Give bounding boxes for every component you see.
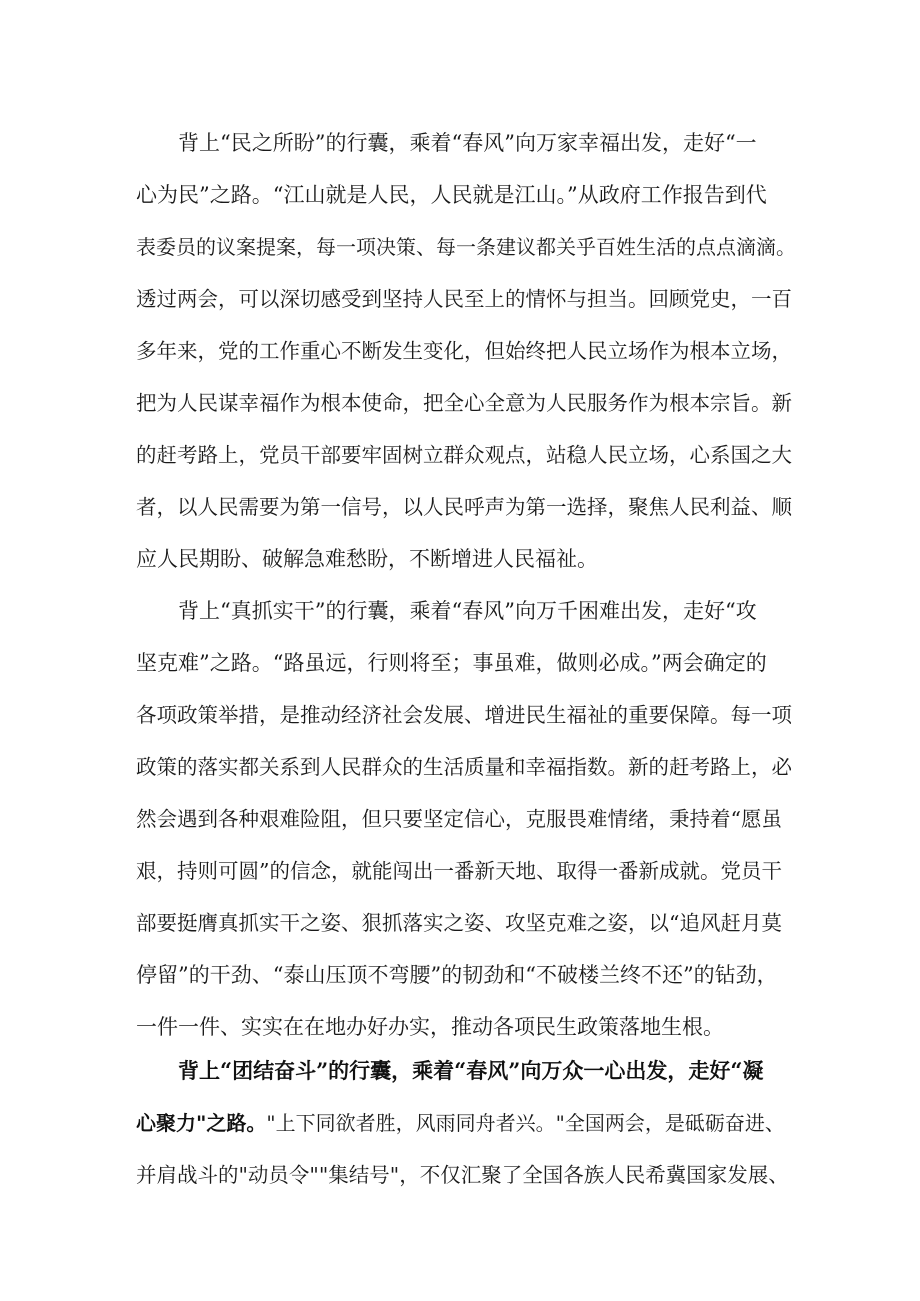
paragraph-unity <box>136 1045 796 1201</box>
paragraph-people-first <box>136 117 796 585</box>
text-run: "上下同欲者胜，风雨同舟者兴。"全国两会，是砥砺奋进、 <box>266 1111 785 1135</box>
text-line: 然会遇到各种艰难险阻，但只要坚定信心，克服畏难情绪，秉持着“愿虽 <box>136 807 782 831</box>
text-line: 并肩战斗的"动员令""集结号"，不仅汇聚了全国各族人民希冀国家发展、 <box>136 1163 789 1187</box>
text-line: 者，以人民需要为第一信号，以人民呼声为第一选择，聚焦人民利益、顺 <box>136 495 792 519</box>
paragraph-hard-work <box>136 585 796 1053</box>
text-line: 透过两会，可以深切感受到坚持人民至上的情怀与担当。回顾党史，一百 <box>136 287 792 311</box>
text-line: 的赶考路上，党员干部要牢固树立群众观点，站稳人民立场，心系国之大 <box>136 443 792 467</box>
text-line: 各项政策举措，是推动经济社会发展、增进民生福祉的重要保障。每一项 <box>136 703 792 727</box>
text-line: 应人民期盼、破解急难愁盼，不断增进人民福祉。 <box>136 547 598 571</box>
text-line: 背上“真抓实干”的行囊，乘着“春风”向万千困难出发，走好“攻 <box>136 599 757 623</box>
bold-text-run: 心聚力"之路。 <box>136 1111 267 1135</box>
text-line: 背上“民之所盼”的行囊，乘着“春风”向万家幸福出发，走好“一 <box>136 131 757 155</box>
text-line: 表委员的议案提案，每一项决策、每一条建议都关乎百姓生活的点点滴滴。 <box>136 235 796 259</box>
text-line: 政策的落实都关系到人民群众的生活质量和幸福指数。新的赶考路上，必 <box>136 755 792 779</box>
text-line: 坚克难”之路。“路虽远，行则将至；事虽难，做则必成。”两会确定的 <box>136 651 767 675</box>
text-line: 停留”的干劲、“泰山压顶不弯腰”的韧劲和“不破楼兰终不还”的钻劲， <box>136 963 778 987</box>
text-line: 多年来，党的工作重心不断发生变化，但始终把人民立场作为根本立场， <box>136 339 792 363</box>
text-line-bold: 背上“团结奋斗”的行囊，乘着“春风”向万众一心出发，走好“凝 <box>136 1058 764 1083</box>
text-line: 一件一件、实实在在地办好办实，推动各项民生政策落地生根。 <box>136 1015 724 1039</box>
text-line: 心为民”之路。“江山就是人民，人民就是江山。”从政府工作报告到代 <box>136 183 767 207</box>
text-line <box>136 1097 796 1149</box>
text-line: 部要挺膺真抓实干之姿、狠抓落实之姿、攻坚克难之姿，以“追风赶月莫 <box>136 911 782 935</box>
text-line: 把为人民谋幸福作为根本使命，把全心全意为人民服务作为根本宗旨。新 <box>136 391 792 415</box>
text-line: 艰，持则可圆”的信念，就能闯出一番新天地、取得一番新成就。党员干 <box>136 859 782 883</box>
